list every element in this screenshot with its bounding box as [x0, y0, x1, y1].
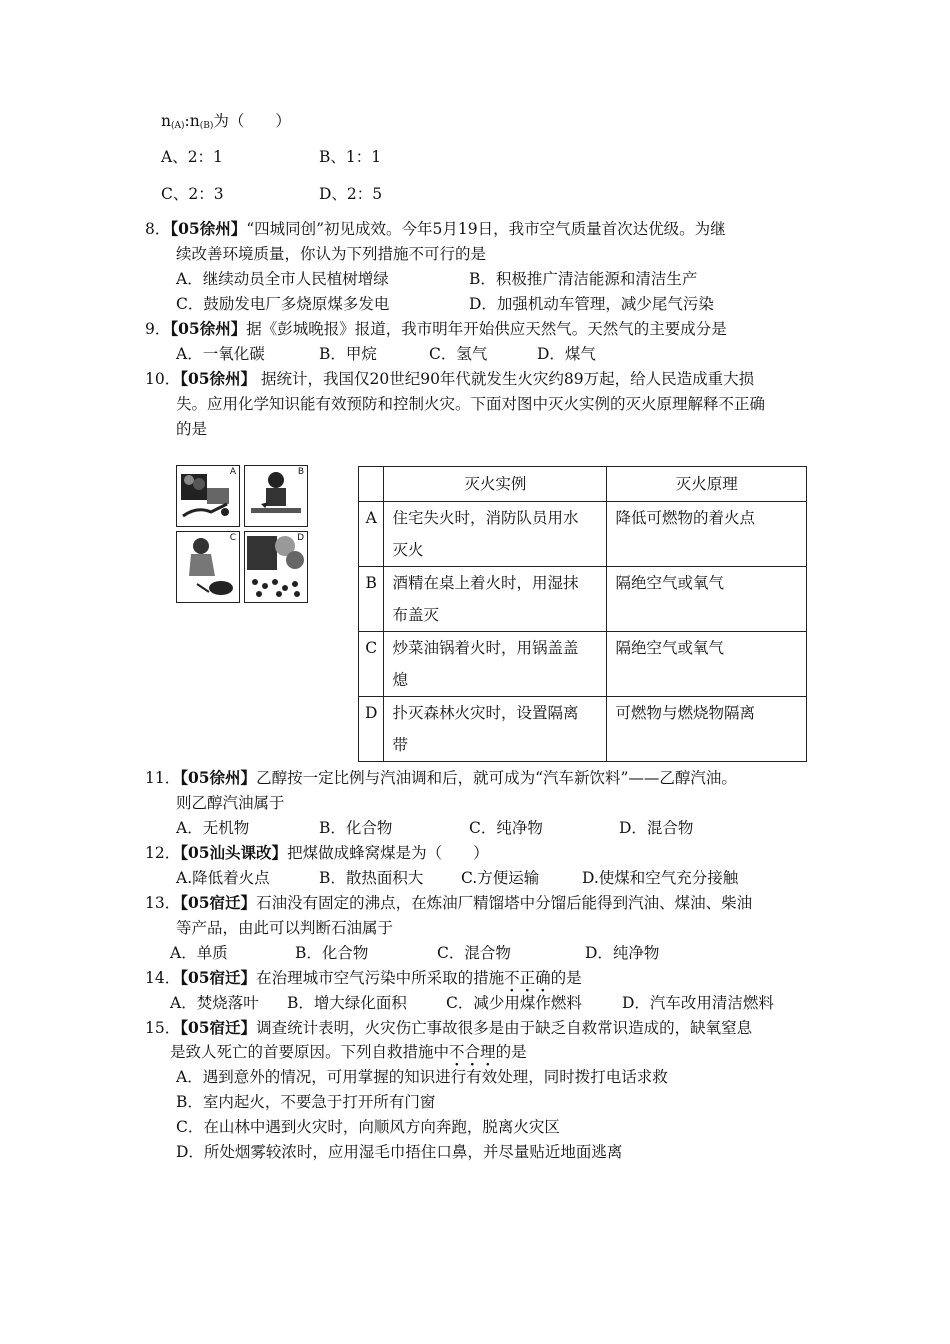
question-number: 9． — [145, 320, 171, 338]
q10-stem-line3: 的是 — [176, 420, 208, 438]
q11-option-d: D．混合物 — [619, 819, 694, 837]
source-tag: 【05徐州】 — [170, 319, 247, 338]
row-example: 炒菜油锅着火时，用锅盖盖 熄 — [384, 632, 607, 697]
q11-option-a: A．无机物 — [176, 819, 250, 837]
fire-principle-table — [358, 466, 807, 762]
row-principle: 隔绝空气或氧气 — [607, 567, 807, 632]
source-tag: 【05徐州】 — [180, 369, 257, 388]
picture-c-wok-fire: C — [176, 531, 240, 603]
question-number: 13． — [145, 894, 181, 912]
q7-option-c: C、2：3 — [161, 185, 224, 203]
q15-stem-line2: 是致人死亡的首要原因。下列自救措施中不合理的是 — [170, 1043, 527, 1061]
table-header-principle: 灭火原理 — [607, 467, 807, 502]
q10-stem-line1: 10．【05徐州】 据统计，我国仅20世纪90年代就发生火灾约89万起，给人民造成重大损 — [145, 369, 755, 388]
q14-option-c: C．减少用煤作燃料 — [446, 994, 582, 1012]
q13-option-c: C．混合物 — [437, 944, 511, 962]
table-row — [359, 502, 807, 567]
question-number: 8． — [145, 220, 171, 238]
q12-option-c: C.方便运输 — [461, 869, 540, 887]
q8-option-a: A．继续动员全市人民植树增绿 — [176, 270, 389, 288]
q8-stem-line2: 续改善环境质量，你认为下列措施不可行的是 — [176, 245, 487, 263]
row-example: 酒精在桌上着火时，用湿抹 布盖灭 — [384, 567, 607, 632]
q15-option-b: B．室内起火，不要急于打开所有门窗 — [176, 1093, 436, 1111]
table-header-row — [359, 467, 807, 502]
source-tag: 【05徐州】 — [180, 768, 257, 787]
picture-a-house-fire: A — [176, 465, 240, 527]
q15-option-a: A．遇到意外的情况，可用掌握的知识进行有效处理，同时拨打电话求救 — [176, 1068, 668, 1086]
q15-option-c: C．在山林中遇到火灾时，向顺风方向奔跑，脱离火灾区 — [176, 1118, 560, 1136]
q13-stem-line2: 等产品，由此可以判断石油属于 — [176, 919, 394, 937]
q12-option-d: D.使煤和空气充分接触 — [582, 869, 739, 887]
q11-option-c: C．纯净物 — [469, 819, 543, 837]
question-number: 11． — [145, 769, 181, 787]
row-letter: C — [359, 632, 384, 697]
row-letter: B — [359, 567, 384, 632]
q13-option-d: D．纯净物 — [585, 944, 660, 962]
source-tag: 【05汕头课改】 — [180, 843, 288, 862]
q11-stem-line2: 则乙醇汽油属于 — [176, 794, 285, 812]
q7-stem: $n_{(A)}:n_{(B)}$为（ ） — [161, 112, 291, 131]
row-principle: 降低可燃物的着火点 — [607, 502, 807, 567]
q9-option-d: D．煤气 — [537, 345, 596, 363]
table-header-blank — [359, 467, 384, 502]
picture-d-forest-fire: D — [244, 531, 308, 603]
q7-option-b: B、1：1 — [319, 148, 382, 166]
q12-stem: 12．【05汕头课改】把煤做成蜂窝煤是为（ ） — [145, 843, 489, 862]
q15-stem-line1: 15．【05宿迁】调查统计表明，火灾伤亡事故很多是由于缺乏自救常识造成的，缺氧窒息 — [145, 1018, 753, 1037]
source-tag: 【05宿迁】 — [180, 1018, 257, 1037]
table-row — [359, 567, 807, 632]
q14-option-a: A．焚烧落叶 — [170, 994, 259, 1012]
q14-option-b: B．增大绿化面积 — [287, 994, 407, 1012]
q8-option-b: B．积极推广清洁能源和清洁生产 — [469, 270, 698, 288]
q8-stem-line1: 8．【05徐州】“四城同创”初见成效。今年5月19日，我市空气质量首次达优级。为继 — [145, 219, 726, 238]
question-number: 14． — [145, 969, 181, 987]
q14-option-d: D．汽车改用清洁燃料 — [622, 994, 774, 1012]
q9-stem: 9．【05徐州】据《彭城晚报》报道，我市明年开始供应天然气。天然气的主要成分是 — [145, 319, 727, 338]
q12-option-a: A.降低着火点 — [176, 869, 270, 887]
q7-option-d: D、2：5 — [319, 185, 383, 203]
q11-stem-line1: 11．【05徐州】乙醇按一定比例与汽油调和后，就可成为“汽车新饮料”——乙醇汽油。 — [145, 768, 737, 787]
q14-stem: 14．【05宿迁】在治理城市空气污染中所采取的措施不正确的是 — [145, 968, 582, 987]
q15-option-d: D．所处烟雾较浓时，应用湿毛巾捂住口鼻，并尽量贴近地面逃离 — [176, 1143, 623, 1161]
source-tag: 【05宿迁】 — [180, 893, 257, 912]
emphasis-char: 正 — [519, 969, 536, 987]
q12-option-b: B．散热面积大 — [319, 869, 424, 887]
question-number: 10． — [145, 370, 181, 388]
q13-stem-line1: 13．【05宿迁】石油没有固定的沸点，在炼油厂精馏塔中分馏后能得到汽油、煤油、柴油 — [145, 893, 753, 912]
source-tag: 【05宿迁】 — [180, 968, 257, 987]
table-header-example: 灭火实例 — [384, 467, 607, 502]
q10-stem-line2: 失。应用化学知识能有效预防和控制火灾。下面对图中灭火实例的灭火原理解释不正确 — [176, 395, 766, 413]
emphasis-char: 不 — [449, 1043, 465, 1061]
emphasis-char: 不 — [504, 969, 520, 987]
q9-option-a: A．一氧化碳 — [176, 345, 265, 363]
row-principle: 可燃物与燃烧物隔离 — [607, 697, 807, 762]
q7-option-a: A、2：1 — [161, 148, 223, 166]
source-tag: 【05徐州】 — [170, 219, 247, 238]
row-principle: 隔绝空气或氧气 — [607, 632, 807, 697]
row-letter: D — [359, 697, 384, 762]
table-row — [359, 697, 807, 762]
question-number: 12． — [145, 844, 181, 862]
q8-option-d: D．加强机动车管理，减少尾气污染 — [469, 295, 714, 313]
picture-b-table-fire: B — [244, 465, 308, 527]
question-number: 15． — [145, 1019, 181, 1037]
row-example: 住宅失火时，消防队员用水 灭火 — [384, 502, 607, 567]
q13-option-b: B．化合物 — [295, 944, 369, 962]
q13-option-a: A．单质 — [170, 944, 228, 962]
emphasis-char: 理 — [480, 1043, 496, 1061]
q11-option-b: B．化合物 — [319, 819, 393, 837]
emphasis-char: 确 — [535, 969, 551, 987]
q9-option-b: B．甲烷 — [319, 345, 377, 363]
emphasis-char: 合 — [464, 1043, 481, 1061]
table-row — [359, 632, 807, 697]
row-letter: A — [359, 502, 384, 567]
q8-option-c: C．鼓励发电厂多烧原煤多发电 — [176, 295, 390, 313]
q9-option-c: C．氢气 — [429, 345, 488, 363]
row-example: 扑灭森林火灾时，设置隔离 带 — [384, 697, 607, 762]
